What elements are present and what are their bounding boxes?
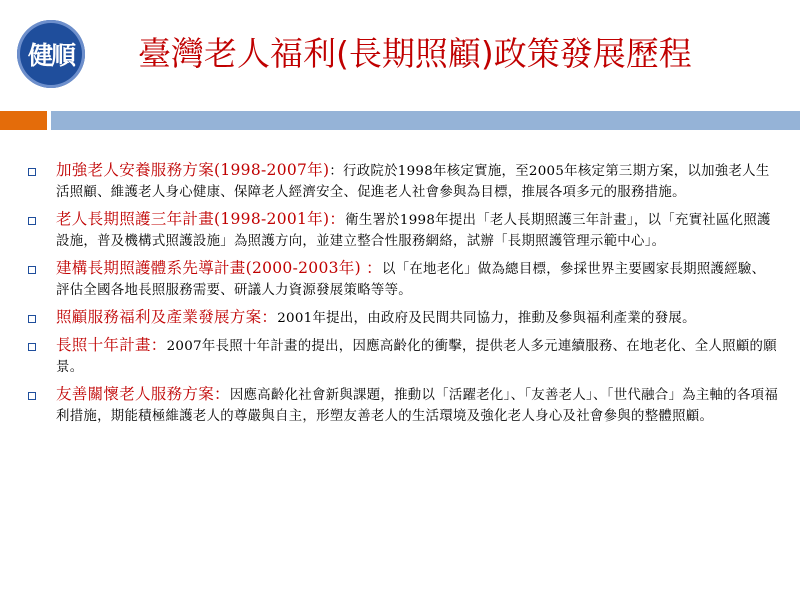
list-item-body: 因應高齡化社會新與課題，推動以「活躍老化」、「友善老人」、「世代融合」為主軸的各項福利措施，期能積極維護老人的尊嚴與自主，形塑友善老人的生活環境及強化老人身心及社會參與的整體照顧。 [56, 388, 779, 424]
list-item-heading: 加強老人安養服務方案(1998-2007年) [56, 161, 330, 179]
list-item-text [56, 307, 778, 329]
list-item-body: 衛生署於1998年提出「老人長期照護三年計畫」，以「充實社區化照護設施，普及機構式照護設施」為照護方向，並建立整合性服務網絡，試辦「長期照護管理示範中心」。 [56, 213, 771, 249]
list-item-body: 2007年長照十年計畫的提出，因應高齡化的衝擊，提供老人多元連續服務、在地老化、全人照顧的願景。 [56, 339, 777, 375]
bullet-icon [28, 217, 36, 225]
list-item [28, 160, 778, 203]
list-item [28, 384, 778, 427]
list-item [28, 258, 778, 301]
list-item-body: 以「在地老化」做為總目標，參採世界主要國家長期照護經驗、評估全國各地長照服務需要、研議人力資源發展策略等等。 [56, 262, 766, 298]
accent-bar-blue [51, 111, 800, 130]
list-item-body: 2001年提出，由政府及民間共同協力，推動及參與福利產業的發展。 [277, 311, 696, 326]
slide-title: 臺灣老人福利(長期照顧)政策發展歷程 [138, 34, 692, 73]
list-item-heading: 長照十年計畫： [56, 336, 167, 354]
bullet-icon [28, 168, 36, 176]
bullet-icon [28, 343, 36, 351]
bullet-icon [28, 266, 36, 274]
list-item-body: ：行政院於1998年核定實施，至2005年核定第三期方案，以加強老人生活照顧、維護老人身心健康、保障老人經濟安全、促進老人社會參與為目標，推展各項多元的服務措施。 [56, 164, 770, 200]
list-item-text [56, 258, 778, 301]
list-item-text [56, 384, 778, 427]
list-item-heading: 友善關懷老人服務方案： [56, 385, 230, 403]
list-item-text [56, 160, 778, 203]
list-item-heading: 建構長期照護體系先導計畫(2000-2003年) ： [56, 259, 382, 277]
list-item [28, 307, 778, 329]
logo: 健順 [17, 20, 85, 88]
list-item-text [56, 335, 778, 378]
list-item-heading: 照顧服務福利及產業發展方案： [56, 308, 278, 326]
bullet-icon [28, 315, 36, 323]
accent-bar-orange [0, 111, 47, 130]
list-item-heading: 老人長期照護三年計畫(1998-2001年)： [56, 210, 346, 228]
list-item [28, 209, 778, 252]
bullet-list [28, 160, 778, 433]
list-item [28, 335, 778, 378]
bullet-icon [28, 392, 36, 400]
list-item-text [56, 209, 778, 252]
